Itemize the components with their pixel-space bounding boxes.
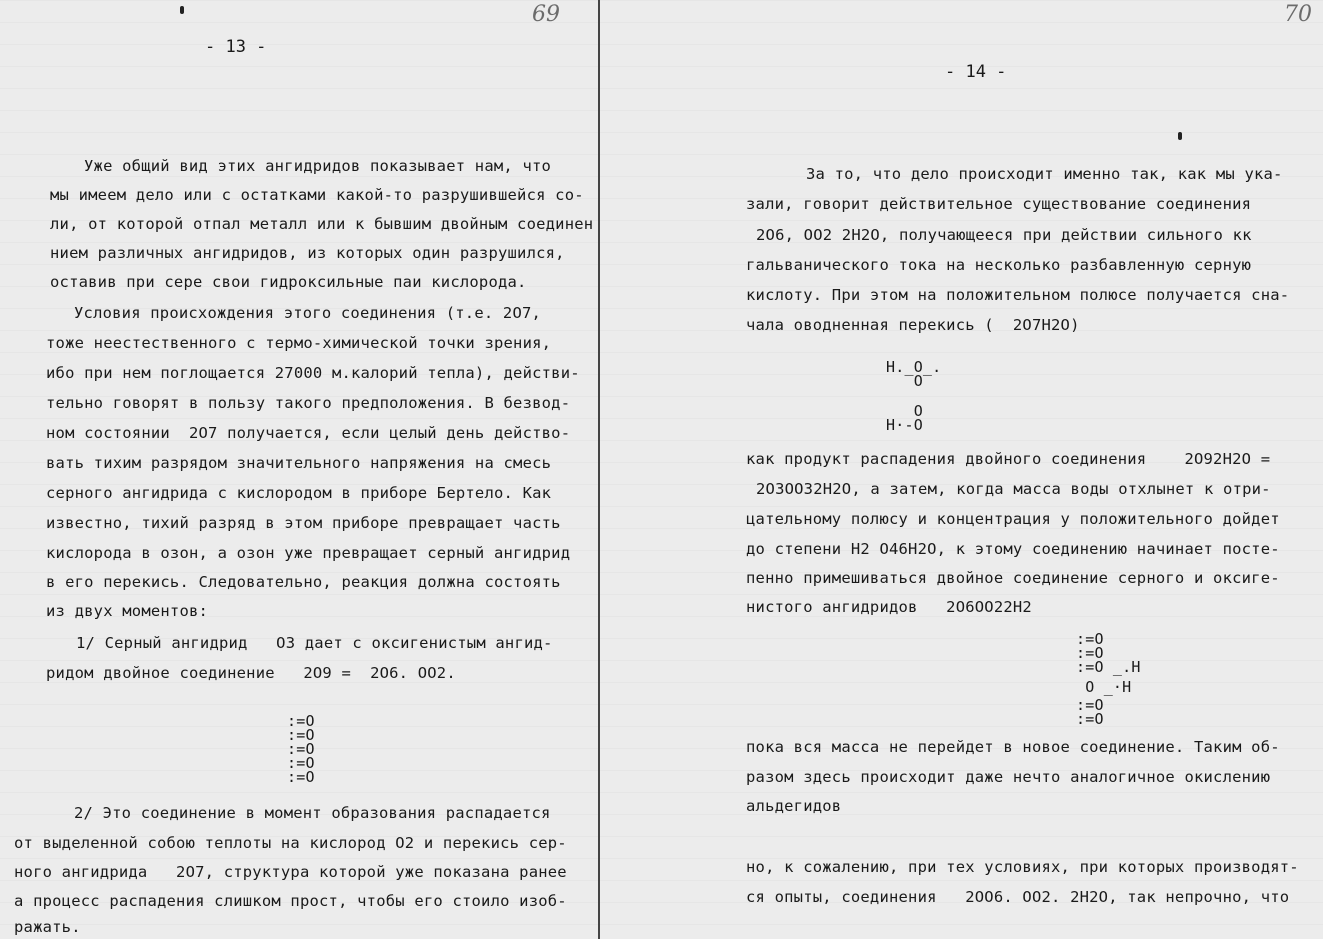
text-line: а процесс распадения слишком прост, чтобы его стоило изоб- bbox=[14, 892, 567, 910]
ink-mark bbox=[1178, 132, 1182, 140]
text-line: мы имеем дело или с остатками какой-то разрушившейся со- bbox=[50, 186, 584, 204]
archive-number: 70 bbox=[1284, 2, 1312, 27]
text-line: Условия происхождения этого соединения (т.е. 2O7, bbox=[74, 304, 542, 322]
page-14 bbox=[600, 0, 1323, 939]
text-line: За то, что дело происходит именно так, как мы ука- bbox=[806, 165, 1283, 183]
page-13 bbox=[0, 0, 598, 939]
text-line: в его перекись. Следовательно, реакция должна состоять bbox=[46, 573, 561, 591]
text-line: цательному полюсу и концентрация у положительного дойдет bbox=[746, 510, 1280, 528]
text-line: кислорода в озон, а озон уже превращает серный ангидрид bbox=[46, 544, 571, 562]
text-line: но, к сожалению, при тех условиях, при которых производят- bbox=[746, 858, 1299, 876]
text-line: вать тихим разрядом значительного напряжения на смесь bbox=[46, 454, 552, 472]
formula-line: :=O bbox=[1076, 630, 1104, 648]
formula-line: O bbox=[886, 402, 923, 420]
text-line: нием различных ангидридов, из которых один разрушился, bbox=[50, 244, 565, 262]
page-number: - 13 - bbox=[205, 37, 267, 57]
text-line: 1/ Серный ангидрид O3 дает с оксигенистым ангид- bbox=[76, 634, 553, 652]
ink-mark bbox=[180, 6, 184, 14]
text-line: пенно примешиваться двойное соединение серного и оксиге- bbox=[746, 569, 1280, 587]
text-line: ного ангидрида 2O7, структура которой уже показана ранее bbox=[14, 863, 567, 881]
text-line: 2/ Это соединение в момент образования распадается bbox=[74, 804, 551, 822]
text-line: 2O3OO32H2O, а затем, когда масса воды отхлынет к отри- bbox=[756, 480, 1271, 498]
text-line: тоже неестественного с термо-химической точки зрения, bbox=[46, 334, 552, 352]
formula-line: :=O bbox=[287, 726, 315, 744]
text-line: ражать. bbox=[14, 918, 81, 936]
formula-line: H._O_. bbox=[886, 358, 942, 376]
formula-line: :=O bbox=[1076, 696, 1104, 714]
archive-number: 69 bbox=[532, 2, 560, 27]
text-line: гальванического тока на несколько разбавленную серную bbox=[746, 256, 1252, 274]
text-line: альдегидов bbox=[746, 797, 842, 815]
text-line: ся опыты, соединения 2OO6. OO2. 2H2O, так непрочно, что bbox=[746, 888, 1290, 906]
page-number: - 14 - bbox=[945, 62, 1007, 82]
text-line: нистого ангидридов 2O6OO22H2 bbox=[746, 598, 1032, 616]
formula-line: :=O bbox=[287, 712, 315, 730]
text-line: ридом двойное соединение 2O9 = 2O6. OO2. bbox=[46, 664, 456, 682]
formula-line: :=O bbox=[287, 740, 315, 758]
formula-line: :=O bbox=[1076, 644, 1104, 662]
formula-line: O bbox=[886, 372, 923, 390]
text-line: разом здесь происходит даже нечто аналогичное окислению bbox=[746, 768, 1271, 786]
formula-line: :=O bbox=[287, 754, 315, 772]
text-line: кислоту. При этом на положительном полюсе получается сна- bbox=[746, 286, 1290, 304]
text-line: известно, тихий разряд в этом приборе превращает часть bbox=[46, 514, 561, 532]
text-line: как продукт распадения двойного соединения 2O92H2O = bbox=[746, 450, 1271, 468]
text-line: серного ангидрида с кислородом в приборе Бертело. Как bbox=[46, 484, 552, 502]
text-line: ибо при нем поглощается 27000 м.калорий тепла), действи- bbox=[46, 364, 580, 382]
text-line: чала оводненная перекись ( 2O7H2O) bbox=[746, 316, 1080, 334]
text-line: Уже общий вид этих ангидридов показывает нам, что bbox=[84, 157, 552, 175]
text-line: до степени H2 O46H2O, к этому соединению начинает посте- bbox=[746, 540, 1280, 558]
text-line: тельно говорят в пользу такого предположения. В безвод- bbox=[46, 394, 571, 412]
formula-line: O _·H bbox=[1076, 678, 1132, 696]
text-line: от выделенной собою теплоты на кислород O2 и перекись сер- bbox=[14, 834, 567, 852]
text-line: из двух моментов: bbox=[46, 602, 209, 620]
text-line: зали, говорит действительное существование соединения bbox=[746, 195, 1252, 213]
text-line: пока вся масса не перейдет в новое соединение. Таким об- bbox=[746, 738, 1280, 756]
text-line: оставив при сере свои гидроксильные паи кислорода. bbox=[50, 273, 527, 291]
formula-line: :=O _.H bbox=[1076, 658, 1141, 676]
formula-line: :=O bbox=[1076, 710, 1104, 728]
formula-line: H·-O bbox=[886, 416, 923, 434]
text-line: ли, от которой отпал металл или к бывшим двойным соединен bbox=[50, 215, 594, 233]
text-line: 2O6, OO2 2H2O, получающееся при действии сильного кк bbox=[756, 226, 1252, 244]
formula-line: :=O bbox=[287, 768, 315, 786]
text-line: ном состоянии 2O7 получается, если целый день действо- bbox=[46, 424, 571, 442]
